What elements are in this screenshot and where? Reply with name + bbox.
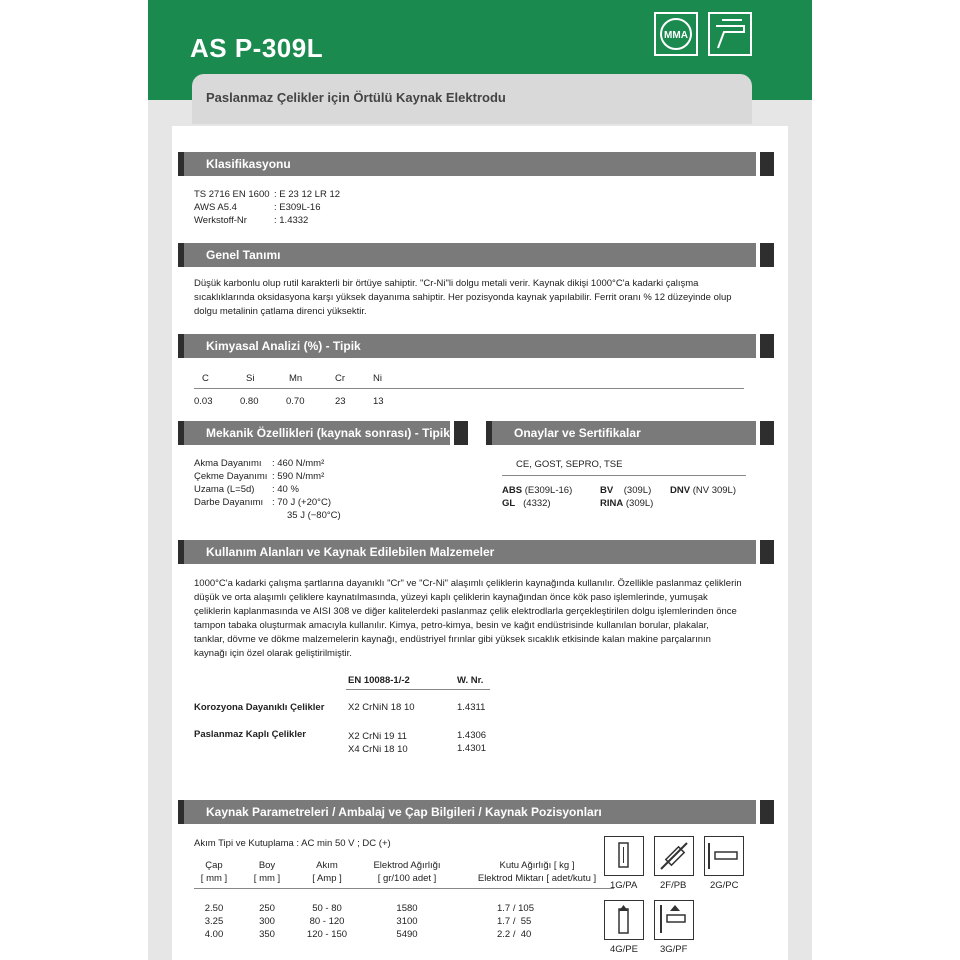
- position-3g-label: 3G/PF: [660, 944, 688, 955]
- param-row2-box: 1.7 / 55: [497, 916, 532, 927]
- chem-divider: [194, 388, 744, 389]
- param-row1-length: 250: [259, 903, 275, 914]
- mech-value-elongation: : 40 %: [272, 484, 299, 495]
- position-2f-label: 2F/PB: [660, 880, 687, 891]
- position-2g-icon: [704, 836, 744, 876]
- mech-label-tensile: Çekme Dayanımı: [194, 471, 268, 482]
- mech-value-impact-low: 35 J (−80°C): [287, 510, 341, 521]
- param-header-current-l1: Akım: [316, 860, 338, 871]
- param-row3-box: 2.2 / 40: [497, 929, 532, 940]
- chem-value-ni: 13: [373, 396, 384, 407]
- section-header-general: Genel Tanımı: [178, 243, 774, 267]
- steel-grade-x4crni: X4 CrNi 18 10: [348, 744, 408, 755]
- general-line-3: dolgu metalinin çatlama direnci yüksektir.: [194, 306, 367, 317]
- chem-value-mn: 0.70: [286, 396, 305, 407]
- steel-table-header-en: EN 10088-1/-2: [348, 675, 410, 686]
- param-header-current-l2: [ Amp ]: [312, 873, 342, 884]
- approval-bv: BV (309L): [600, 485, 652, 496]
- mma-badge: [654, 12, 698, 56]
- param-header-weight-l1: Elektrod Ağırlığı: [373, 860, 441, 871]
- position-4g-icon: [604, 900, 644, 940]
- section-header-classification: Klasifikasyonu: [178, 152, 774, 176]
- subtitle-tab: [192, 74, 752, 124]
- product-title: AS P-309L: [190, 33, 324, 63]
- position-1g-icon: [604, 836, 644, 876]
- chem-element-ni: Ni: [373, 373, 382, 384]
- approval-abs: ABS (E309L-16): [502, 485, 573, 496]
- param-row3-length: 350: [259, 929, 275, 940]
- class-label-aws: AWS A5.4: [194, 202, 237, 213]
- chem-element-cr: Cr: [335, 373, 346, 384]
- steel-wnr-14306: 1.4306: [457, 730, 487, 741]
- approvals-divider: [502, 475, 746, 476]
- position-2g-label: 2G/PC: [710, 880, 739, 891]
- section-header-approvals: Onaylar ve Sertifikalar: [486, 421, 774, 445]
- param-row2-diameter: 3.25: [204, 916, 224, 927]
- param-row2-current: 80 - 120: [309, 916, 345, 927]
- chem-element-c: C: [202, 373, 209, 384]
- steel-group-corrosion: Korozyona Dayanıklı Çelikler: [194, 702, 325, 713]
- param-header-length-l2: [ mm ]: [253, 873, 281, 884]
- content-sheet: [172, 126, 788, 960]
- current-type: Akım Tipi ve Kutuplama : AC min 50 V ; DC (+): [194, 838, 391, 849]
- class-label-ts: TS 2716 EN 1600: [194, 189, 270, 200]
- position-4g-label: 4G/PE: [610, 944, 638, 955]
- param-row2-length: 300: [259, 916, 275, 927]
- approval-rina: RINA (309L): [600, 498, 654, 509]
- usage-line-6: kaynağı için özel olarak geliştirilmiştir.: [194, 648, 352, 659]
- chem-value-cr: 23: [335, 396, 346, 407]
- chem-element-si: Si: [246, 373, 255, 384]
- param-header-diameter-l1: Çap: [205, 860, 223, 871]
- param-header-weight-l2: [ gr/100 adet ]: [377, 873, 437, 884]
- datasheet-page: [148, 0, 812, 960]
- mech-label-yield: Akma Dayanımı: [194, 458, 262, 469]
- class-label-werkstoff: Werkstoff-Nr: [194, 215, 247, 226]
- class-value-aws: : E309L-16: [274, 202, 321, 213]
- position-2f-icon: [654, 836, 694, 876]
- steel-wnr-14311: 1.4311: [457, 702, 486, 713]
- chem-element-mn: Mn: [289, 373, 303, 384]
- class-value-ts: : E 23 12 LR 12: [274, 189, 341, 200]
- param-header-box-l2: Elektrod Miktarı [ adet/kutu ]: [477, 873, 597, 884]
- usage-line-2: düşük ve orta alaşımlı çeliklere kaynatılmasında, yüzeyi kaplı çeliklerin kaynağından önce kök paso işlemlerinde, yumuşak: [194, 592, 708, 603]
- param-row3-weight: 5490: [396, 929, 418, 940]
- section-header-usage: Kullanım Alanları ve Kaynak Edilebilen Malzemeler: [178, 540, 774, 564]
- section-header-chemical: Kimyasal Analizi (%) - Tipik: [178, 334, 774, 358]
- steel-grade-x2crni: X2 CrNi 19 11: [348, 731, 407, 742]
- section-header-mechanical: Mekanik Özellikleri (kaynak sonrası) - Tipik: [178, 421, 468, 445]
- mech-value-tensile: : 590 N/mm²: [272, 471, 325, 482]
- electrode-holder-icon: [708, 12, 752, 56]
- general-line-1: Düşük karbonlu olup rutil karakterli bir örtüye sahiptir. "Cr-Ni"li dolgu metali verir. Kaynak dikişi 1000°C'a kadarki çalışma: [194, 278, 699, 289]
- param-header-box-l1: Kutu Ağırlığı [ kg ]: [499, 860, 575, 871]
- param-divider: [194, 888, 614, 889]
- param-row1-weight: 1580: [396, 903, 418, 914]
- general-line-2: sıcaklıklarında oksidasyona karşı yüksek dayanıma sahiptir. Her pozisyonda kaynak yapılabilir. Ferrit oranı % 12 düzeyinde olup: [194, 292, 732, 303]
- param-row3-current: 120 - 150: [306, 929, 348, 940]
- mech-value-impact: : 70 J (+20°C): [272, 497, 331, 508]
- position-1g-label: 1G/PA: [610, 880, 638, 891]
- steel-table-divider: [346, 689, 490, 690]
- param-row2-weight: 3100: [396, 916, 418, 927]
- approvals-list: CE, GOST, SEPRO, TSE: [516, 459, 623, 470]
- steel-wnr-14301: 1.4301: [457, 743, 487, 754]
- param-header-diameter-l2: [ mm ]: [200, 873, 228, 884]
- position-3g-icon: [654, 900, 694, 940]
- usage-line-1: 1000°C'a kadarki çalışma şartlarına dayanıklı "Cr" ve "Cr-Ni" alaşımlı çeliklerin kaynağında kullanılır. Özellikle paslanmaz çeliklerin: [194, 578, 742, 589]
- usage-line-4: tampon tabaka oluşturmak amacıyla kullanılır. Kimya, petro-kimya, besin ve kağıt endüstrisinde kullanılan borular, plakalar,: [194, 620, 709, 631]
- usage-line-5: tanklar, dövme ve dökme malzemelerin kaynağı, endüstriyel fırınlar gibi yüksek sıcaklık etkisinde kalan makine parçalarının: [194, 634, 711, 645]
- param-header-length-l1: Boy: [258, 860, 276, 871]
- steel-group-clad: Paslanmaz Kaplı Çelikler: [194, 729, 306, 740]
- mech-label-impact: Darbe Dayanımı: [194, 497, 264, 508]
- mma-label: MMA: [664, 30, 688, 41]
- mech-value-yield: : 460 N/mm²: [272, 458, 325, 469]
- section-header-parameters: Kaynak Parametreleri / Ambalaj ve Çap Bilgileri / Kaynak Pozisyonları: [178, 800, 774, 824]
- mech-label-elongation: Uzama (L=5d): [194, 484, 255, 495]
- param-row3-diameter: 4.00: [204, 929, 224, 940]
- chem-value-si: 0.80: [240, 396, 259, 407]
- page-subtitle: Paslanmaz Çelikler için Örtülü Kaynak Elektrodu: [206, 90, 506, 105]
- class-value-werkstoff: : 1.4332: [274, 215, 309, 226]
- param-row1-current: 50 - 80: [312, 903, 342, 914]
- steel-table-header-wnr: W. Nr.: [457, 675, 484, 686]
- usage-line-3: çeliklerin kaplanmasında ve AISI 308 ve diğer kalitelerdeki paslanmaz çelik elektrodlarla gerçekleştirilen dolgu işlemlerinden önce: [194, 606, 737, 617]
- steel-grade-x2crnin: X2 CrNiN 18 10: [348, 702, 415, 713]
- approval-gl: GL (4332): [502, 498, 551, 509]
- approval-dnv: DNV (NV 309L): [670, 485, 737, 496]
- param-row1-diameter: 2.50: [204, 903, 224, 914]
- chem-value-c: 0.03: [194, 396, 213, 407]
- param-row1-box: 1.7 / 105: [497, 903, 534, 914]
